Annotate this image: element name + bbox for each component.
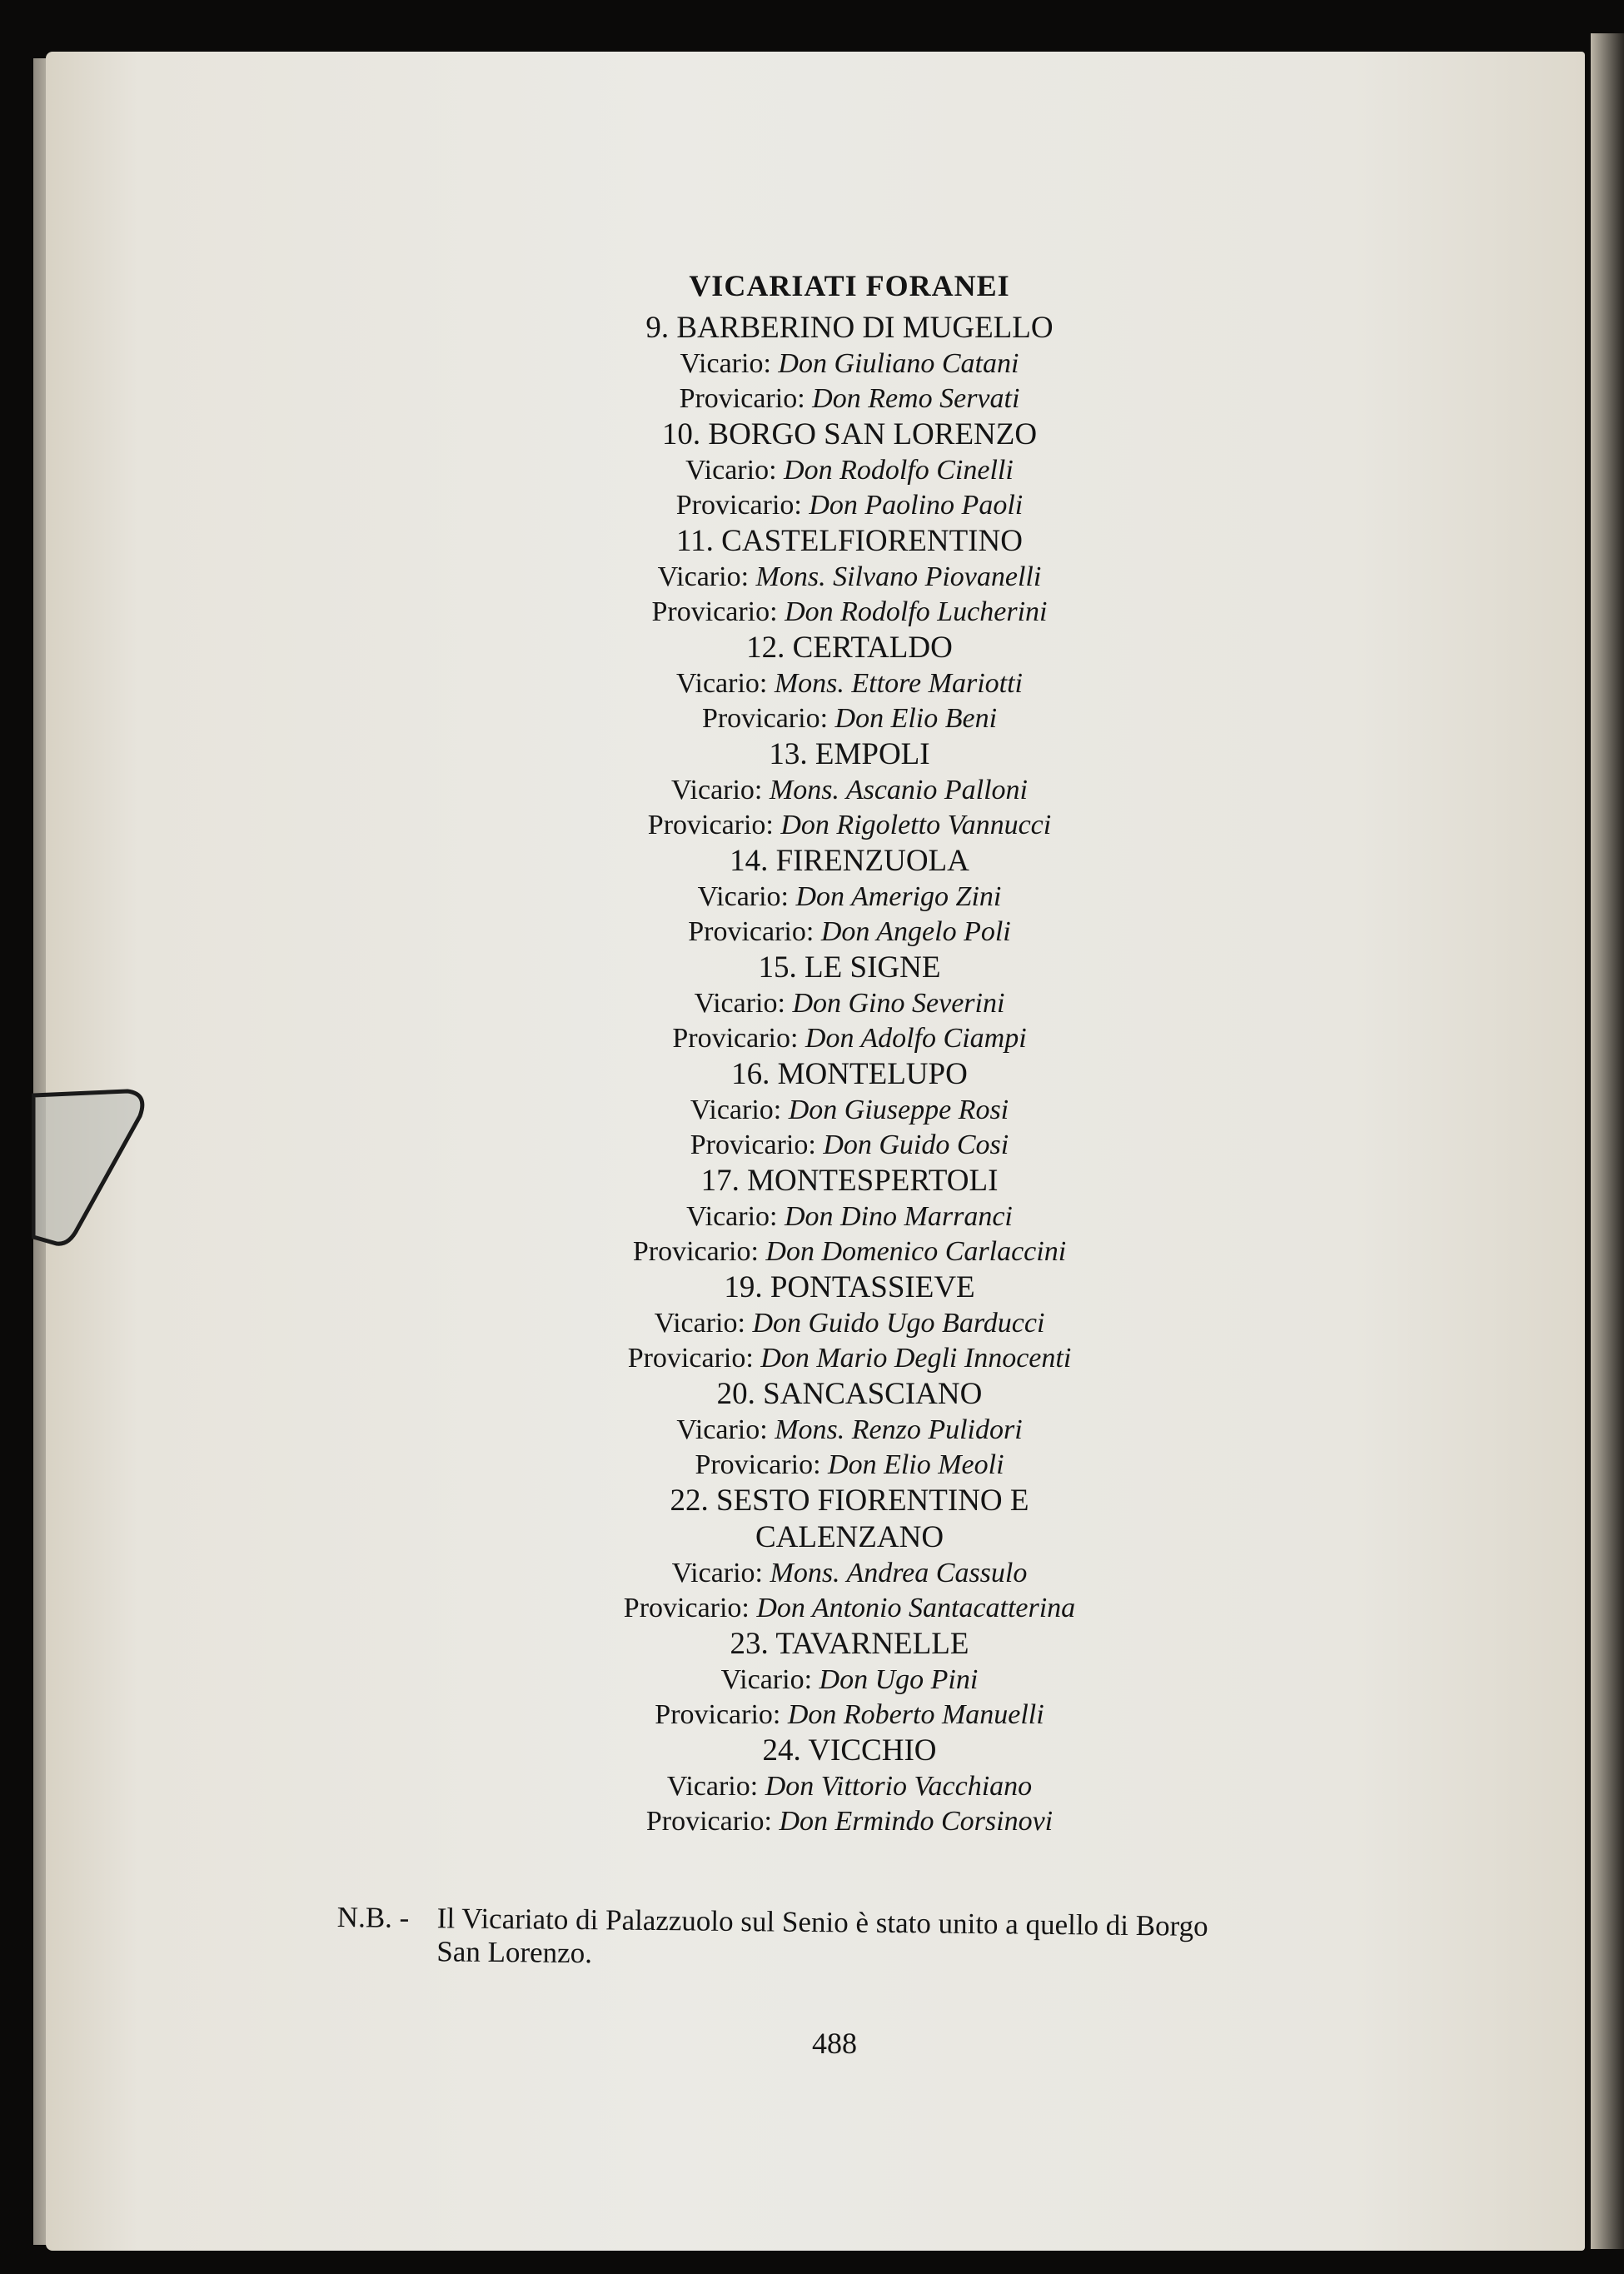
provicario-line-label: Provicario:: [655, 1699, 781, 1730]
provicario-line: [583, 1341, 1116, 1376]
vicario-line-name: Mons. Ettore Mariotti: [774, 668, 1023, 699]
provicario-line: [583, 488, 1116, 523]
provicario-line-name: Don Paolino Paoli: [809, 490, 1024, 521]
vicario-line-name: Don Guido Ugo Barducci: [752, 1308, 1045, 1339]
vicario-line-name: Don Ugo Pini: [819, 1664, 979, 1695]
provicario-line-label: Provicario:: [651, 596, 778, 627]
vicariato-heading: 16. MONTELUPO: [731, 1057, 968, 1091]
provicario-line: [583, 595, 1116, 630]
provicario-line-label: Provicario:: [701, 703, 829, 734]
vicariato-heading: 24. VICCHIO: [762, 1733, 937, 1768]
vicario-line-name: Don Dino Marranci: [784, 1201, 1013, 1232]
footnote-label: N.B. -: [336, 1901, 410, 1934]
provicario-line-name: Don Angelo Poli: [820, 916, 1011, 947]
vicariato-heading: 22. SESTO FIORENTINO E CALENZANO: [670, 1484, 1029, 1554]
provicario-line-name: Don Elio Meoli: [828, 1449, 1004, 1480]
vicario-line: [583, 1306, 1116, 1341]
provicario-line-name: Don Roberto Manuelli: [787, 1699, 1044, 1730]
vicariato-entry: [583, 1483, 1116, 1626]
provicario-line: [583, 1234, 1116, 1269]
footnote-line-2: San Lorenzo.: [436, 1935, 593, 1970]
provicario-line-label: Provicario:: [690, 1130, 816, 1160]
vicario-line-name: Don Vittorio Vacchiano: [765, 1771, 1033, 1802]
provicario-line-label: Provicario:: [623, 1593, 750, 1623]
vicariato-heading: 23. TAVARNELLE: [730, 1627, 969, 1661]
vicariato-entry: [583, 1056, 1116, 1163]
vicario-line: [583, 1413, 1116, 1448]
provicario-line-name: Don Elio Beni: [834, 703, 998, 734]
provicario-line-name: Don Mario Degli Innocenti: [760, 1343, 1072, 1374]
vicariato-entry: [583, 950, 1116, 1056]
vicario-line-label: Vicario:: [686, 1201, 778, 1232]
vicariato-entry: [583, 736, 1116, 843]
vicario-line-name: Don Giuliano Catani: [778, 348, 1019, 379]
vicariato-heading: 17. MONTESPERTOLI: [700, 1164, 999, 1198]
vicario-line: [583, 1093, 1116, 1128]
vicario-line-label: Vicario:: [657, 561, 750, 592]
vicario-line-label: Vicario:: [697, 881, 789, 912]
vicariato-entry: [583, 1733, 1116, 1839]
vicariato-heading: 10. BORGO SAN LORENZO: [661, 417, 1038, 451]
provicario-line-name: Don Rodolfo Lucherini: [785, 596, 1048, 627]
vicario-line-name: Mons. Ascanio Palloni: [769, 775, 1028, 805]
provicario-line-name: Don Domenico Carlaccini: [765, 1236, 1067, 1267]
vicario-line-name: Mons. Andrea Cassulo: [770, 1558, 1028, 1588]
page-title: VICARIATI FORANEI: [689, 269, 1010, 302]
vicario-line-label: Vicario:: [694, 988, 785, 1019]
footnote-line-1: Il Vicariato di Palazzuolo sul Senio è stato unito a quello di Borgo: [436, 1902, 1208, 1942]
vicario-line: [583, 666, 1116, 701]
provicario-line: [583, 1021, 1116, 1056]
provicario-line: [583, 1698, 1116, 1733]
vicario-line: [583, 1769, 1116, 1804]
facing-page-edge: [1591, 33, 1624, 2249]
provicario-line-name: Don Antonio Santacatterina: [756, 1593, 1076, 1623]
vicariato-entry: [583, 1163, 1116, 1269]
vicario-line: [583, 986, 1116, 1021]
vicario-line-label: Vicario:: [690, 1095, 782, 1125]
provicario-line-label: Provicario:: [645, 1806, 772, 1837]
vicariato-heading: 15. LE SIGNE: [758, 950, 941, 985]
vicario-line-label: Vicario:: [676, 1414, 768, 1445]
provicario-line: [583, 1591, 1116, 1626]
vicario-line: [583, 347, 1116, 381]
provicario-line: [583, 381, 1116, 416]
vicario-line-label: Vicario:: [671, 775, 763, 805]
vicariato-entry: [583, 630, 1116, 736]
provicario-line-label: Provicario:: [632, 1236, 759, 1267]
vicario-line: [583, 1199, 1116, 1234]
vicario-line: [583, 773, 1116, 808]
entries-container: [583, 310, 1116, 1839]
vicario-line-name: Don Rodolfo Cinelli: [784, 455, 1014, 486]
vicariato-heading: 12. CERTALDO: [746, 631, 953, 665]
vicario-line-name: Don Amerigo Zini: [795, 881, 1002, 912]
provicario-line: [583, 1804, 1116, 1839]
vicariato-heading: 11. CASTELFIORENTINO: [676, 524, 1023, 558]
provicario-line-label: Provicario:: [647, 810, 774, 840]
vicario-line-name: Mons. Silvano Piovanelli: [755, 561, 1042, 592]
vicario-line-label: Vicario:: [720, 1664, 813, 1695]
provicario-line: [583, 808, 1116, 843]
provicario-line-label: Provicario:: [675, 490, 802, 521]
vicario-line-label: Vicario:: [666, 1771, 759, 1802]
vicariato-heading: 19. PONTASSIEVE: [724, 1270, 975, 1304]
vicariato-heading: 20. SANCASCIANO: [716, 1377, 983, 1411]
provicario-line: [583, 915, 1116, 950]
vicario-line: [583, 1556, 1116, 1591]
vicariato-entry: [583, 843, 1116, 950]
vicario-line-name: Mons. Renzo Pulidori: [775, 1414, 1023, 1445]
vicario-line-label: Vicario:: [680, 348, 771, 379]
vicariato-heading: 9. BARBERINO DI MUGELLO: [645, 311, 1054, 345]
vicariato-entry: [583, 1269, 1116, 1376]
provicario-line-name: Don Guido Cosi: [823, 1130, 1009, 1160]
vicario-line-label: Vicario:: [685, 455, 777, 486]
vicariato-entry: [583, 1376, 1116, 1483]
index-tab-marker: [32, 1087, 157, 1254]
provicario-line-label: Provicario:: [679, 383, 805, 414]
vicariato-entry: [583, 416, 1116, 523]
vicario-line: [583, 1663, 1116, 1698]
provicario-line: [583, 1448, 1116, 1483]
vicario-line-name: Don Gino Severini: [792, 988, 1005, 1019]
vicario-line: [583, 560, 1116, 595]
provicario-line-name: Don Rigoletto Vannucci: [780, 810, 1052, 840]
provicario-line-name: Don Remo Servati: [812, 383, 1020, 414]
provicario-line: [583, 1128, 1116, 1163]
vicariato-heading: 14. FIRENZUOLA: [730, 844, 969, 878]
vicariato-heading: 13. EMPOLI: [769, 737, 930, 771]
provicario-line-label: Provicario:: [688, 916, 814, 947]
vicario-line-name: Don Giuseppe Rosi: [788, 1095, 1009, 1125]
provicario-line: [583, 701, 1116, 736]
vicario-line-label: Vicario:: [676, 668, 768, 699]
provicario-line-name: Don Ermindo Corsinovi: [779, 1806, 1054, 1837]
vicario-line: [583, 453, 1116, 488]
provicario-line-label: Provicario:: [627, 1343, 754, 1374]
footnote: [336, 1901, 1378, 1978]
vicariati-list: [583, 268, 1116, 1839]
page-number: 488: [812, 2027, 857, 2060]
vicario-line-label: Vicario:: [671, 1558, 763, 1588]
vicariato-entry: [583, 523, 1116, 630]
vicario-line: [583, 880, 1116, 915]
vicario-line-label: Vicario:: [654, 1308, 745, 1339]
provicario-line-label: Provicario:: [695, 1449, 821, 1480]
vicariato-entry: [583, 1626, 1116, 1733]
provicario-line-label: Provicario:: [672, 1023, 799, 1054]
vicariato-entry: [583, 310, 1116, 416]
provicario-line-name: Don Adolfo Ciampi: [805, 1023, 1027, 1054]
